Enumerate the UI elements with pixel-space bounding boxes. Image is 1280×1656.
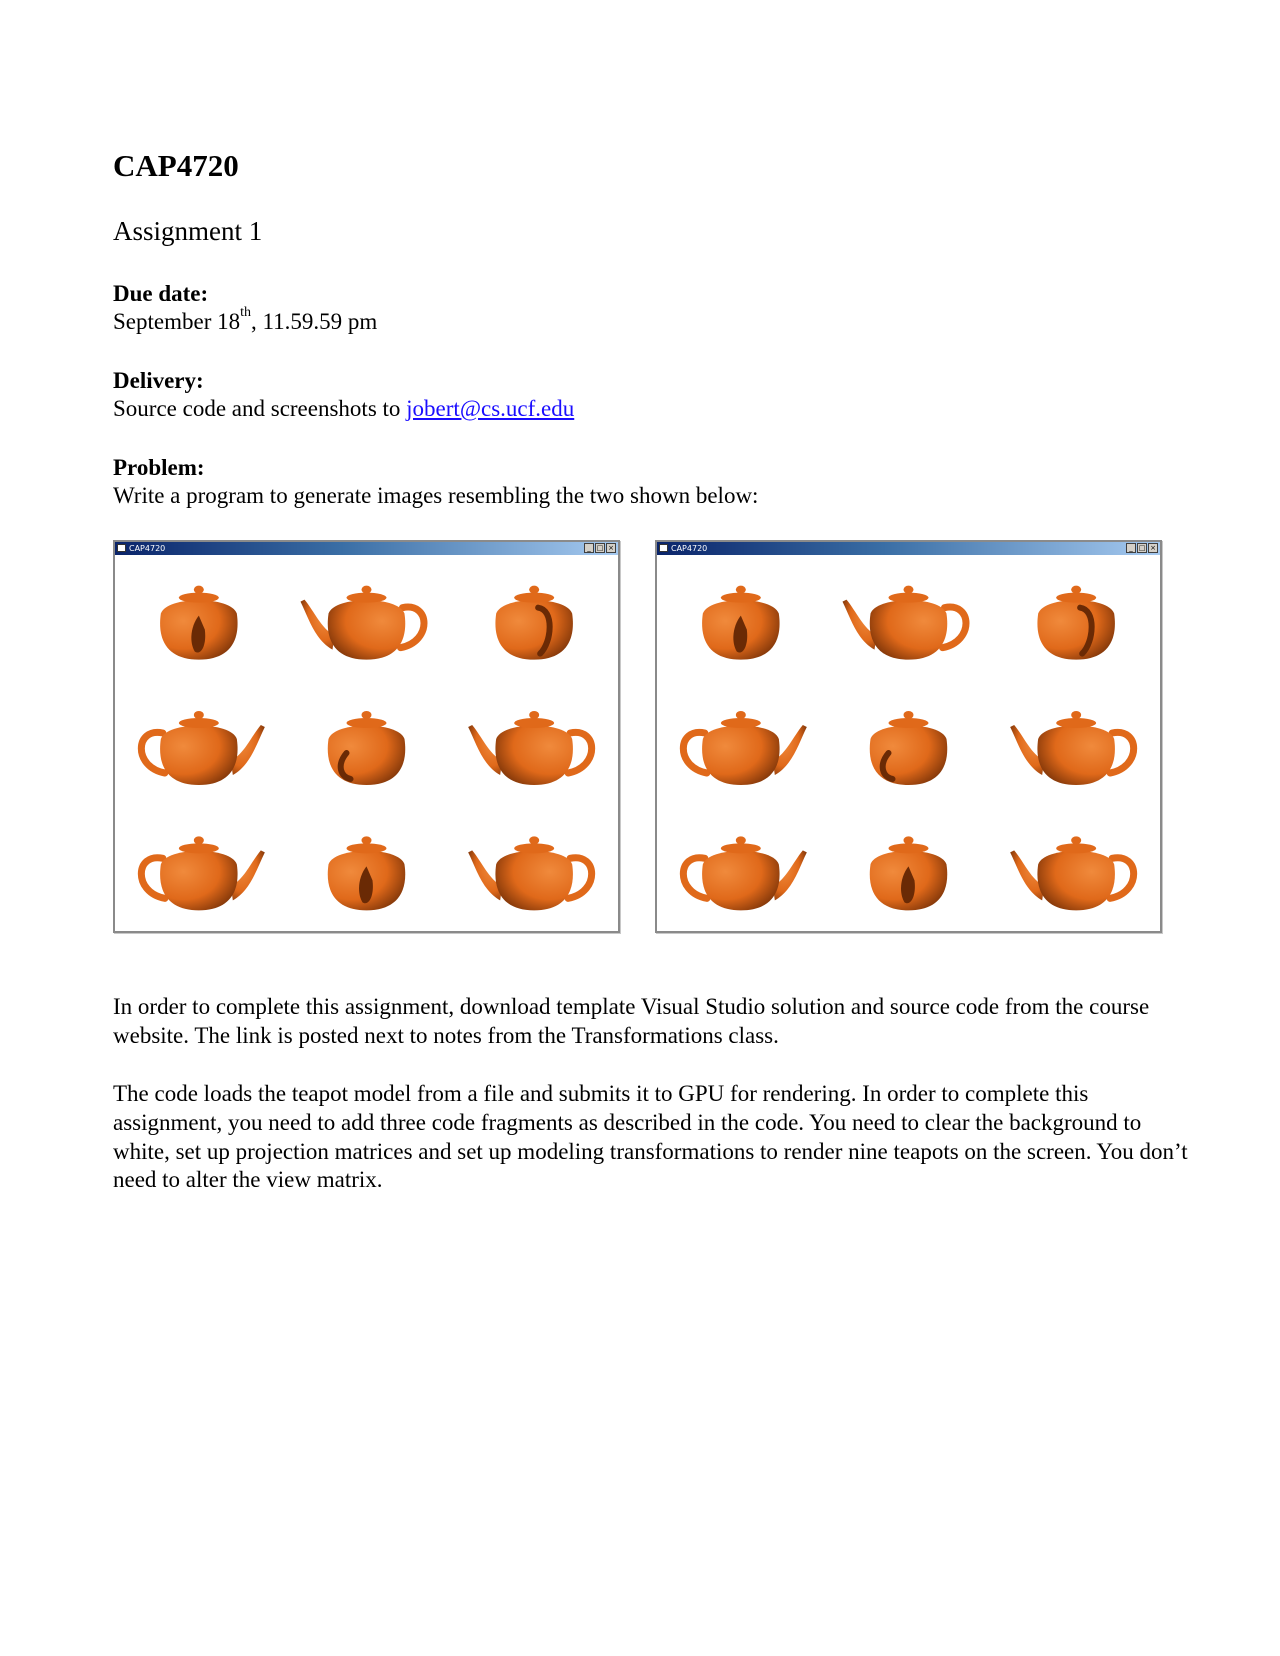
teapot-side (141, 836, 265, 910)
teapot-side (843, 586, 967, 660)
teapot-front-spout (702, 586, 779, 660)
email-link[interactable]: jobert@cs.ucf.edu (406, 396, 575, 421)
teapot-grid (657, 555, 1160, 931)
screenshot-window-1 (113, 540, 620, 933)
due-date-suffix: th (240, 305, 251, 320)
screenshot-window-2 (655, 540, 1162, 933)
delivery-label: Delivery: (113, 368, 204, 393)
due-date-time: , 11.59.59 pm (251, 309, 378, 334)
instructions-paragraph-2: The code loads the teapot model from a file and submits it to GPU for rendering. In order to complete this assignment, you need to add three code fragments as described in the code. You need to clear the background to white, set up projection matrices and set up modeling transformations to render nine teapots on the screen. You don’t need to alter the view matrix. (113, 1081, 1188, 1193)
teapot-front-spout (870, 836, 947, 910)
teapot-front-spout (328, 836, 405, 910)
teapot-grid (115, 555, 618, 931)
window-app-icon (659, 544, 668, 552)
teapot-back-handle (495, 586, 572, 660)
problem-text: Write a program to generate images resembling the two shown below: (113, 483, 759, 508)
due-date-value (113, 305, 378, 336)
maximize-button: □ (1138, 544, 1146, 552)
delivery-description: Source code and screenshots to (113, 396, 407, 421)
render-canvas (115, 555, 618, 931)
page-title: CAP4720 (113, 148, 239, 183)
close-button: × (1148, 543, 1158, 553)
window-titlebar (657, 542, 1160, 555)
minimize-button: _ (1126, 543, 1136, 553)
window-title: CAP4720 (671, 544, 708, 553)
due-date-text: September 18 (113, 309, 241, 334)
teapot-side (468, 836, 591, 910)
close-button: × (606, 543, 616, 553)
window-title: CAP4720 (129, 544, 166, 553)
minimize-button: _ (584, 543, 594, 553)
teapot-three-quarter (328, 711, 405, 785)
teapot-side (1010, 711, 1134, 785)
window-titlebar (115, 542, 618, 555)
render-canvas (657, 555, 1160, 931)
teapot-side (1010, 836, 1134, 910)
teapot-side (301, 586, 425, 660)
due-date-label: Due date: (113, 281, 209, 306)
teapot-back-handle (1037, 586, 1114, 660)
maximize-button: □ (596, 544, 604, 552)
teapot-side (468, 711, 591, 785)
teapot-side (683, 836, 807, 910)
delivery-text (113, 395, 574, 423)
teapot-side (683, 711, 807, 785)
teapot-front-spout (160, 586, 237, 660)
teapot-side (141, 711, 265, 785)
instructions-paragraph-1: In order to complete this assignment, download template Visual Studio solution and source code from the course website. The link is posted next to notes from the Transformations class. (113, 994, 1150, 1048)
assignment-subtitle: Assignment 1 (113, 216, 263, 246)
teapot-three-quarter (870, 711, 947, 785)
problem-label: Problem: (113, 455, 205, 480)
window-app-icon (117, 544, 126, 552)
